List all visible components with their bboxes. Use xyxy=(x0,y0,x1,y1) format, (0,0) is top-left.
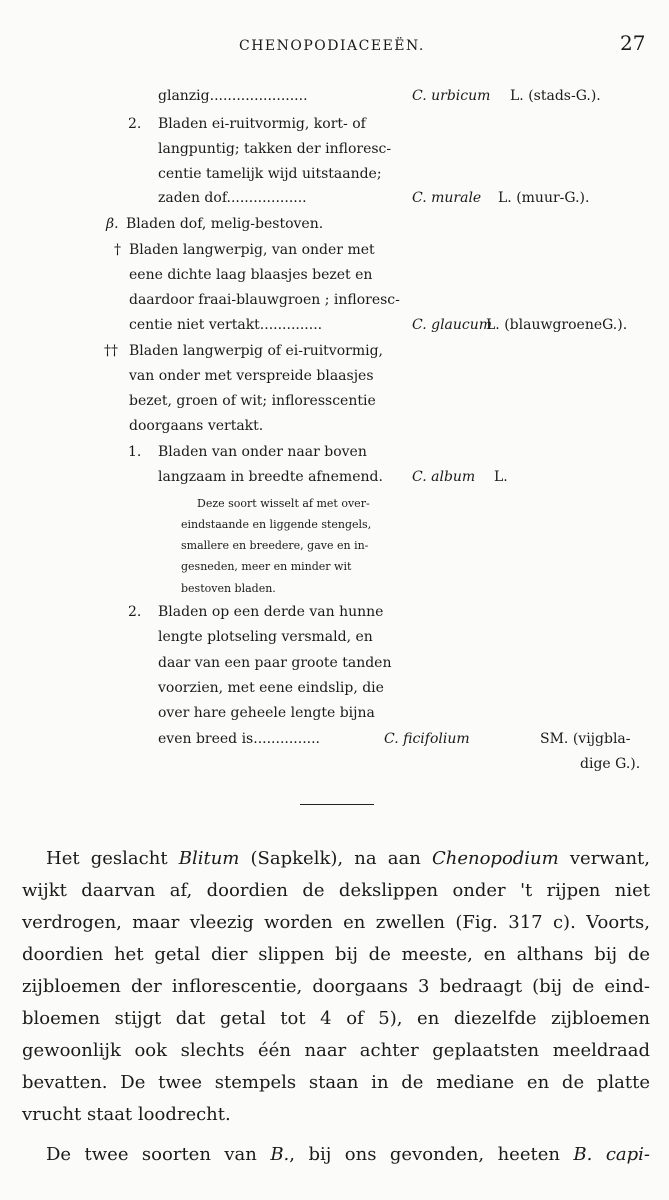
paragraph-line: De twee soorten van B., bij ons gevonden, heeten B. capi- xyxy=(46,1144,650,1165)
key-note-line: Deze soort wisselt af met over- xyxy=(197,497,370,510)
key-line: zaden dof.................. xyxy=(158,190,307,206)
paragraph-line: wijkt daarvan af, doordien de dekslippen onder 't rijpen niet xyxy=(22,880,650,901)
species-author: L. (stads-G.). xyxy=(510,88,601,104)
species-author: L. (blauwgroeneG.). xyxy=(486,317,628,333)
species-author: L. xyxy=(494,469,508,485)
species-name: C. murale xyxy=(412,190,482,206)
key-line: centie tamelijk wijd uitstaande; xyxy=(158,166,382,182)
species-name: C. glaucum xyxy=(412,317,493,333)
key-line: Bladen dof, melig-bestoven. xyxy=(126,216,324,232)
page-number: 27 xyxy=(620,31,646,55)
key-line: Bladen van onder naar boven xyxy=(158,444,367,460)
key-number: 1. xyxy=(128,444,142,460)
paragraph-line: vrucht staat loodrecht. xyxy=(22,1104,231,1125)
key-line: glanzig...................... xyxy=(158,88,308,104)
paragraph-line: bloemen stijgt dat getal tot 4 of 5), en diezelfde zijbloemen xyxy=(22,1008,650,1029)
key-line: even breed is............... xyxy=(158,731,320,747)
key-line: bezet, groen of wit; infloresscentie xyxy=(129,393,376,409)
key-line: daar van een paar groote tanden xyxy=(158,655,392,671)
species-author: SM. (vijgbla- xyxy=(540,731,631,747)
species-name: C. urbicum xyxy=(412,88,491,104)
key-line: Bladen langwerpig of ei-ruitvormig, xyxy=(129,343,384,359)
key-number: 2. xyxy=(128,116,142,132)
key-line: doorgaans vertakt. xyxy=(129,418,264,434)
paragraph-line: verdrogen, maar vleezig worden en zwellen (Fig. 317 c). Voorts, xyxy=(22,912,650,933)
paragraph-line: Het geslacht Blitum (Sapkelk), na aan Chenopodium verwant, xyxy=(46,848,650,869)
key-number: 2. xyxy=(128,604,142,620)
paragraph-line: gewoonlijk ook slechts één naar achter geplaatsten meeldraad xyxy=(22,1040,650,1061)
species-name: C. ficifolium xyxy=(384,731,470,747)
key-note-line: gesneden, meer en minder wit xyxy=(181,560,352,573)
key-line: dige G.). xyxy=(580,756,641,772)
section-divider xyxy=(300,804,374,805)
key-number: β. xyxy=(106,216,119,232)
key-line: Bladen ei-ruitvormig, kort- of xyxy=(158,116,366,132)
key-line: eene dichte laag blaasjes bezet en xyxy=(129,267,373,283)
key-note-line: eindstaande en liggende stengels, xyxy=(181,518,372,531)
paragraph-line: bevatten. De twee stempels staan in de mediane en de platte xyxy=(22,1072,650,1093)
key-line: van onder met verspreide blaasjes xyxy=(129,368,374,384)
key-note-line: bestoven bladen. xyxy=(181,582,276,595)
key-line: lengte plotseling versmald, en xyxy=(158,629,373,645)
key-number: †† xyxy=(104,343,118,359)
key-line: Bladen langwerpig, van onder met xyxy=(129,242,375,258)
species-author: L. (muur-G.). xyxy=(498,190,590,206)
key-line: voorzien, met eene eindslip, die xyxy=(158,680,384,696)
key-line: langpuntig; takken der infloresc- xyxy=(158,141,392,157)
key-number: † xyxy=(114,242,121,258)
running-header: CHENOPODIACEEËN. xyxy=(239,38,425,54)
paragraph-line: zijbloemen der inflorescentie, doorgaans 3 bedraagt (bij de eind- xyxy=(22,976,650,997)
key-line: centie niet vertakt.............. xyxy=(129,317,323,333)
key-line: langzaam in breedte afnemend. xyxy=(158,469,383,485)
key-line: over hare geheele lengte bijna xyxy=(158,705,375,721)
paragraph-line: doordien het getal dier slippen bij de meeste, en althans bij de xyxy=(22,944,650,965)
key-line: daardoor fraai-blauwgroen ; infloresc- xyxy=(129,292,400,308)
key-line: Bladen op een derde van hunne xyxy=(158,604,384,620)
key-note-line: smallere en breedere, gave en in- xyxy=(181,539,369,552)
species-name: C. album xyxy=(412,469,476,485)
